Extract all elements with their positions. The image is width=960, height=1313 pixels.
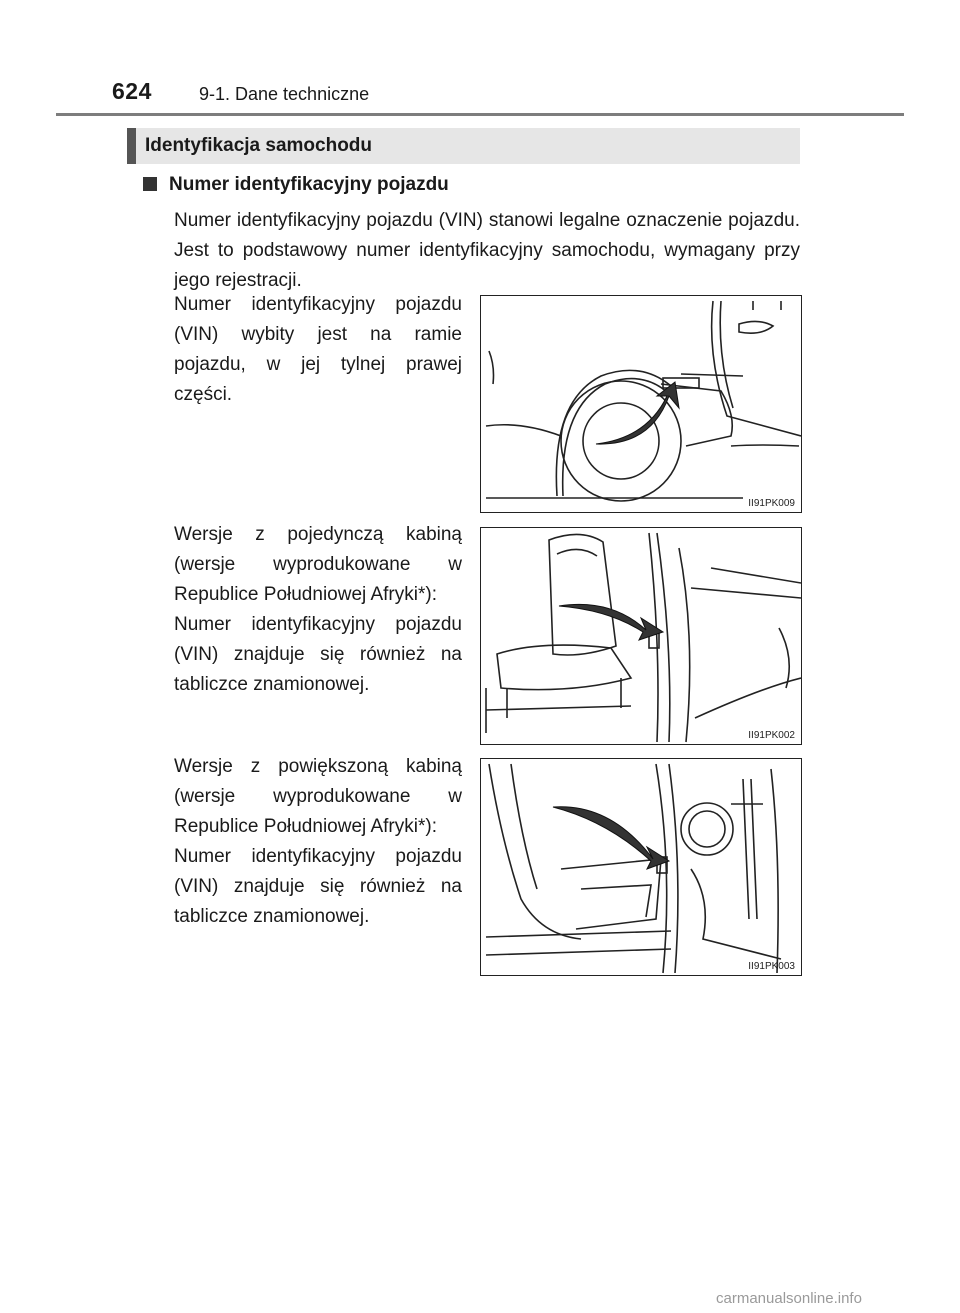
subsection-heading: [143, 174, 449, 196]
section-title: Identyfikacja samochodu: [145, 135, 373, 156]
single-cab-heading: Wersje z pojedynczą kabiną (wersje wyprodukowane w Republice Południowej Afryki*):: [174, 524, 462, 605]
arrow-icon: [596, 382, 679, 444]
single-cab-note: Numer identyfikacyjny pojazdu (VIN) znajduje się również na tabliczce znamionowej.: [174, 614, 462, 695]
page-number: 624: [112, 78, 152, 104]
extra-cab-note: Numer identyfikacyjny pojazdu (VIN) znajduje się również na tabliczce znamionowej.: [174, 846, 462, 927]
extra-cab-text: [174, 752, 462, 932]
figure-extra-cab: [480, 758, 802, 976]
intro-paragraph: Numer identyfikacyjny pojazdu (VIN) stanowi legalne oznaczenie pojazdu. Jest to podstawowy numer identyfikacyjny samochodu, wymagany przy jego rejestracji.: [174, 210, 800, 291]
extra-cab-heading: Wersje z powiększoną kabiną (wersje wyprodukowane w Republice Południowej Afryki*):: [174, 756, 462, 837]
figure-vin-frame: [480, 295, 802, 513]
figure-code: II91PK003: [748, 961, 795, 972]
section-heading: [127, 128, 800, 164]
rear-wheel-illustration: [481, 296, 801, 512]
vin-frame-text: Numer identyfikacyjny pojazdu (VIN) wybity jest na ramie pojazdu, w jej tylnej prawej części.: [174, 294, 462, 405]
watermark: carmanualsonline.info: [716, 1290, 862, 1307]
figure-code: II91PK002: [748, 730, 795, 741]
extra-cab-door-illustration: [481, 759, 801, 975]
square-bullet-icon: [143, 177, 157, 191]
page-header: [0, 0, 960, 118]
arrow-icon: [559, 604, 663, 640]
chapter-title: 9-1. Dane techniczne: [199, 84, 370, 104]
arrow-icon: [553, 807, 669, 869]
single-cab-door-illustration: [481, 528, 801, 744]
single-cab-text: [174, 520, 462, 700]
section-accent: [127, 128, 136, 164]
figure-single-cab: [480, 527, 802, 745]
subsection-title: Numer identyfikacyjny pojazdu: [169, 174, 449, 195]
figure-code: II91PK009: [748, 498, 795, 509]
header-rule: [56, 113, 904, 116]
